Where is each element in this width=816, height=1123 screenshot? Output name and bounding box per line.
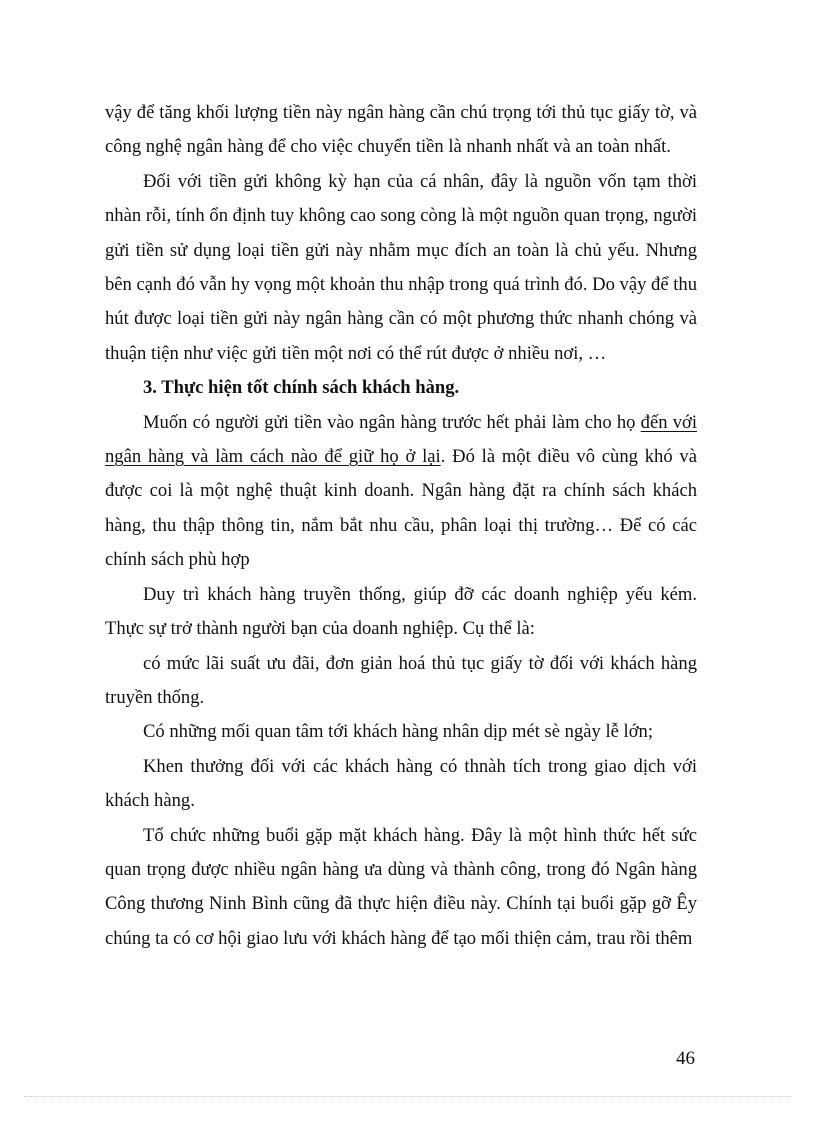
paragraph [105, 578, 697, 647]
text-run: 3. Thực hiện tốt chính sách khách hàng. [143, 377, 460, 399]
text-run: có mức lãi suất ưu đãi, đơn giản hoá thủ tục giấy tờ đối với khách hàng truyền thống. [105, 652, 697, 708]
section-heading [105, 371, 697, 405]
text-run: Có những mối quan tâm tới khách hàng nhân dịp mét sè ngày lễ lớn; [143, 721, 653, 743]
paragraph [105, 819, 697, 957]
page-number: 46 [676, 1048, 695, 1069]
paragraph [105, 165, 697, 371]
text-run: vậy để tăng khối lượng tiền này ngân hàng cần chú trọng tới thủ tục giấy tờ, và công nghệ ngân hàng để cho việc chuyển tiền là nhanh nhất và an toàn nhất. [105, 102, 697, 158]
paragraph [105, 647, 697, 716]
paragraph [105, 750, 697, 819]
underlined-text: đến với ngân hàng và làm cách nào để giữ họ ở lại [105, 411, 697, 468]
text-run: Muốn có người gửi tiền vào ngân hàng trước hết phải làm cho họ [143, 411, 641, 433]
body-text [105, 96, 697, 956]
text-run: Đối với tiền gửi không kỳ hạn của cá nhân, đây là nguồn vốn tạm thời nhàn rỗi, tính ổn định tuy không cao song còng là một nguồn quan trọng, người gửi tiền sử dụng loại tiền gửi này nhằm mục đích an toàn là chủ yếu. Nhưng bên cạnh đó vẫn hy vọng một khoản thu nhập trong quá trình đó. Do vậy để thu hút được loại tiền gửi này ngân hàng cần có một phương thức nhanh chóng và thuận tiện như việc gửi tiền một nơi có thể rút được ở nhiều nơi, … [105, 170, 697, 364]
footer-divider [24, 1096, 792, 1097]
text-run: Khen thưởng đối với các khách hàng có thnàh tích trong giao dịch với khách hàng. [105, 755, 697, 812]
text-run: Duy trì khách hàng truyền thống, giúp đỡ các doanh nghiệp yếu kém. Thực sự trở thành người bạn của doanh nghiệp. Cụ thể là: [105, 583, 697, 640]
text-run: Tổ chức những buổi gặp mặt khách hàng. Đây là một hình thức hết sức quan trọng được nhiều ngân hàng ưa dùng và thành công, trong đó Ngân hàng Công thương Ninh Bình cũng đã thực hiện điều này. Chính tại buổi gặp gỡ Êy chúng ta có cơ hội giao lưu với khách hàng để tạo mối thiện cảm, trau rồi thêm [105, 824, 697, 949]
paragraph [105, 715, 697, 749]
paragraph [105, 96, 697, 165]
paragraph [105, 406, 697, 578]
text-run: . Đó là một điều vô cùng khó và được coi là một nghệ thuật kinh doanh. Ngân hàng đặt ra chính sách khách hàng, thu thập thông tin, nắm bắt nhu cầu, phân loại thị trường… Để có các chính sách phù hợp [105, 446, 697, 571]
